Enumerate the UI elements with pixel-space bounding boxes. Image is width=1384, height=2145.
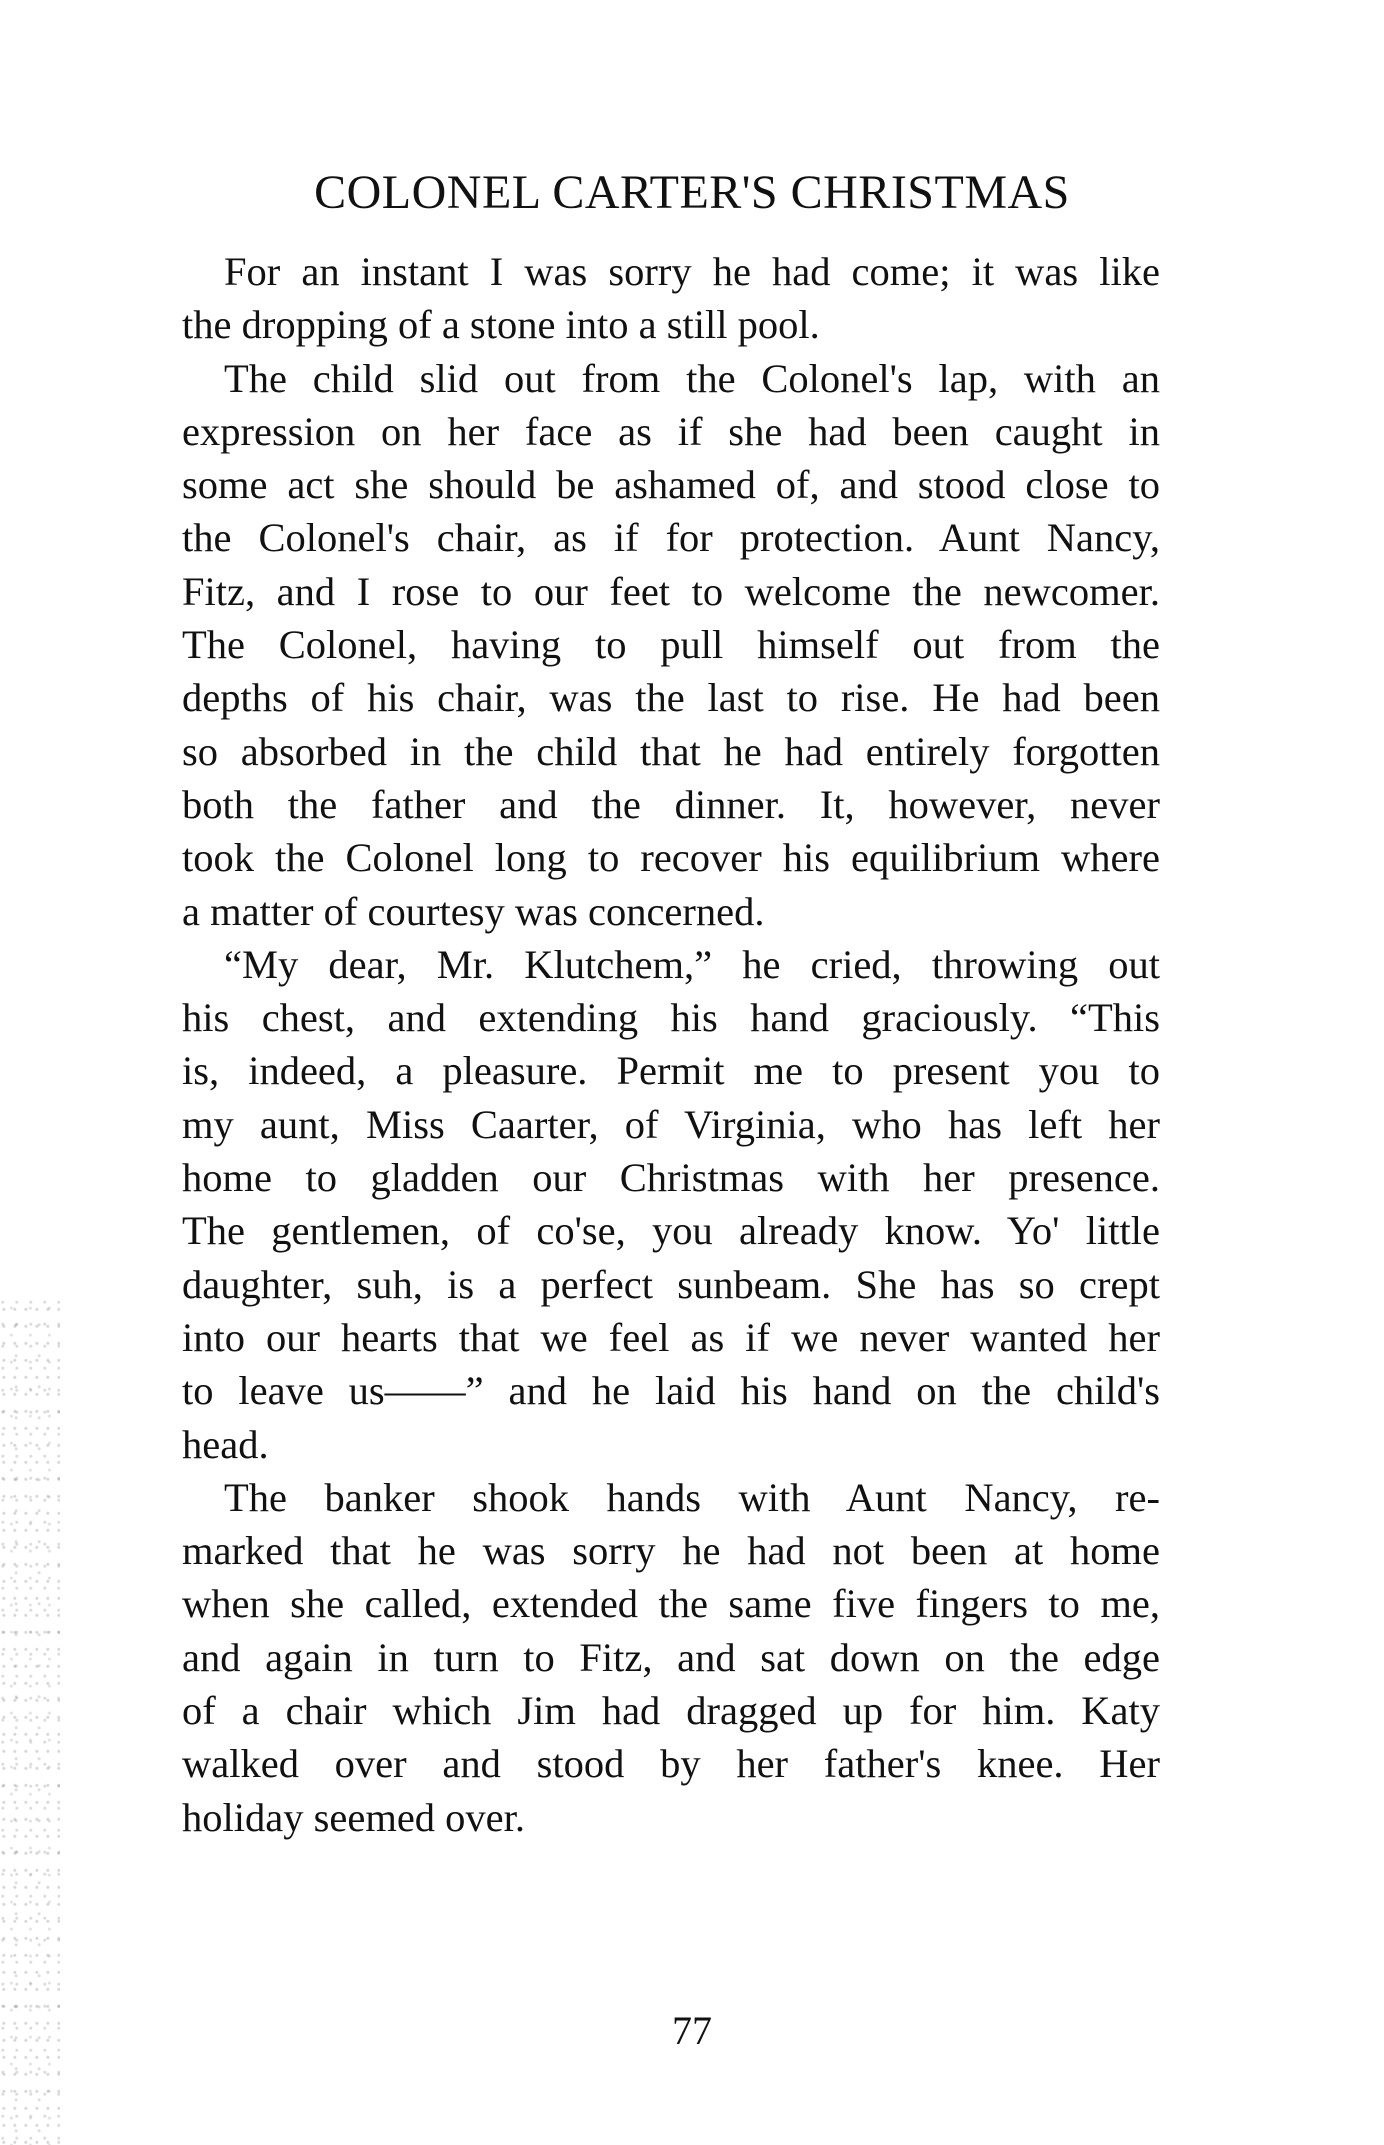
text-line: took the Colonel long to recover his equilibrium where xyxy=(182,835,1160,881)
text-line: walked over and stood by her father's knee. Her xyxy=(182,1741,1160,1787)
text-line: a matter of courtesy was concerned. xyxy=(182,888,765,934)
text-line: expression on her face as if she had been caught in xyxy=(182,408,1160,454)
text-line: The Colonel, having to pull himself out from the xyxy=(182,622,1160,668)
text-line: The child slid out from the Colonel's lap, with an xyxy=(224,355,1160,401)
text-line: The gentlemen, of co'se, you already know. Yo' little xyxy=(182,1208,1160,1254)
text-line: the Colonel's chair, as if for protection. Aunt Nancy, xyxy=(182,515,1160,561)
text-line: home to gladden our Christmas with her presence. xyxy=(182,1155,1160,1201)
text-line: daughter, suh, is a perfect sunbeam. She has so crept xyxy=(182,1261,1160,1307)
scan-gutter-speckle xyxy=(0,1300,60,2145)
paragraph-2 xyxy=(182,352,1160,938)
text-line: into our hearts that we feel as if we never wanted her xyxy=(182,1314,1160,1360)
text-line: when she called, extended the same five fingers to me, xyxy=(182,1581,1160,1627)
text-line: of a chair which Jim had dragged up for him. Katy xyxy=(182,1688,1160,1734)
text-line: his chest, and extending his hand graciously. “This xyxy=(182,995,1160,1041)
running-head: COLONEL CARTER'S CHRISTMAS xyxy=(314,166,1070,219)
text-line: marked that he was sorry he had not been at home xyxy=(182,1528,1160,1574)
paragraph-3 xyxy=(182,938,1160,1471)
body-text xyxy=(182,245,1160,1844)
text-line: head. xyxy=(182,1421,269,1467)
text-line: the dropping of a stone into a still pool. xyxy=(182,302,820,348)
text-line: holiday seemed over. xyxy=(182,1794,526,1840)
paragraph-1 xyxy=(182,245,1160,352)
text-line: and again in turn to Fitz, and sat down on the edge xyxy=(182,1634,1160,1680)
text-line: The banker shook hands with Aunt Nancy, re- xyxy=(224,1474,1160,1520)
text-line: to leave us——” and he laid his hand on the child's xyxy=(182,1368,1160,1414)
text-line: my aunt, Miss Caarter, of Virginia, who has left her xyxy=(182,1101,1160,1147)
text-line: both the father and the dinner. It, however, never xyxy=(182,781,1160,827)
page-number: 77 xyxy=(672,2008,712,2053)
text-line: some act she should be ashamed of, and stood close to xyxy=(182,462,1160,508)
text-line: depths of his chair, was the last to rise. He had been xyxy=(182,675,1160,721)
text-line: is, indeed, a pleasure. Permit me to present you to xyxy=(182,1048,1160,1094)
paragraph-4 xyxy=(182,1471,1160,1844)
text-line: Fitz, and I rose to our feet to welcome the newcomer. xyxy=(182,568,1160,614)
text-line: For an instant I was sorry he had come; it was like xyxy=(224,249,1160,294)
text-line: so absorbed in the child that he had entirely forgotten xyxy=(182,728,1160,774)
text-line: “My dear, Mr. Klutchem,” he cried, throwing out xyxy=(224,941,1160,987)
